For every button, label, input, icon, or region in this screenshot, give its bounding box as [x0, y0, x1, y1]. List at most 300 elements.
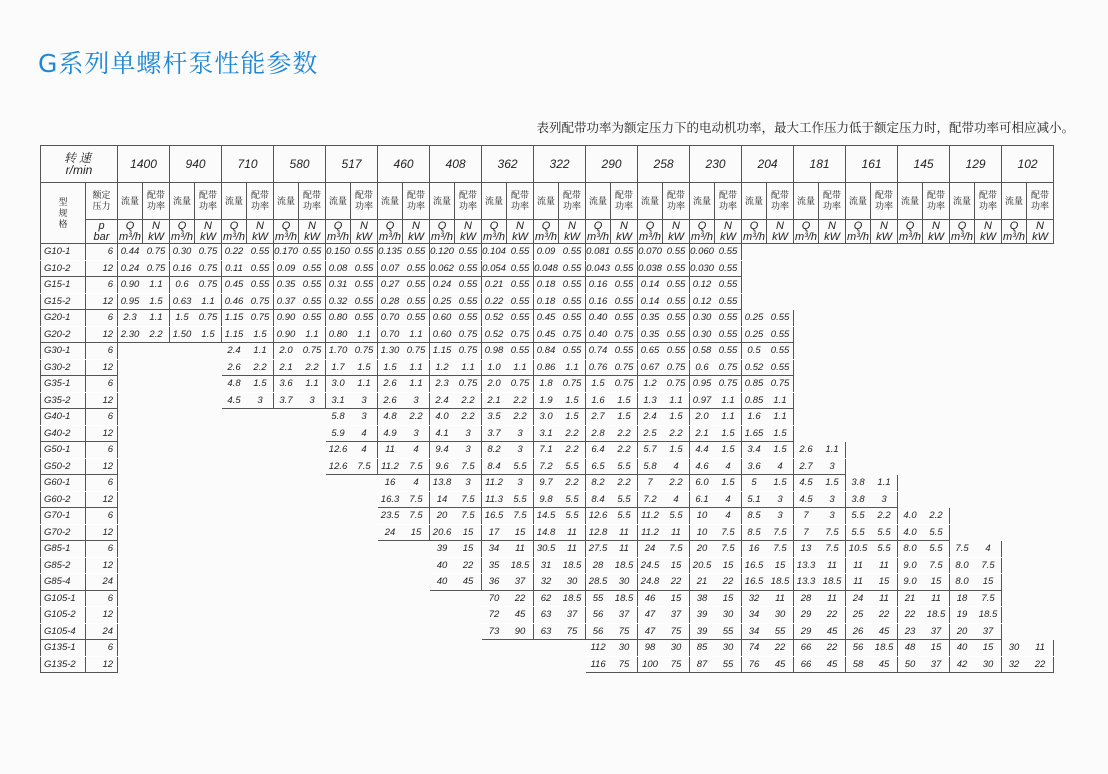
pressure-unit: p bar	[86, 220, 118, 244]
empty-cell	[299, 590, 326, 607]
empty-cell	[846, 442, 871, 459]
flow-cell: 2.5	[638, 425, 663, 442]
table-row	[41, 590, 1054, 607]
power-unit: N kW	[455, 220, 482, 244]
empty-cell	[975, 343, 1002, 360]
empty-cell	[871, 359, 898, 376]
flow-cell: 3.7	[274, 392, 299, 409]
flow-unit: Q m³/h	[899, 219, 922, 243]
flow-cell: 2.6	[378, 392, 403, 409]
flow-cell: 12.6	[326, 458, 351, 475]
power-cell: 0.75	[507, 326, 534, 343]
speed-header: 1400	[118, 146, 170, 183]
flow-cell: 1.15	[430, 343, 455, 360]
flow-cell: 2.0	[274, 343, 299, 360]
flow-cell: 1.65	[742, 425, 767, 442]
table-row	[41, 277, 1054, 294]
empty-cell	[950, 277, 975, 294]
empty-cell	[794, 343, 819, 360]
flow-cell: 21	[690, 574, 715, 591]
empty-cell	[403, 640, 430, 657]
flow-cell: 0.95	[118, 293, 143, 310]
power-cell: 7.5	[975, 590, 1002, 607]
flow-cell: 8.2	[586, 475, 611, 492]
speed-header: 258	[638, 146, 690, 183]
flow-cell: 46	[638, 590, 663, 607]
flow-cell: 8.0	[898, 541, 923, 558]
empty-cell	[1002, 260, 1027, 277]
flow-cell: 0.90	[274, 310, 299, 327]
flow-unit: Q m³/h	[483, 219, 506, 243]
flow-cell: 66	[794, 640, 819, 657]
power-cell: 22	[507, 590, 534, 607]
power-cell: 0.55	[247, 244, 274, 261]
flow-cell: 2.8	[586, 425, 611, 442]
empty-cell	[170, 475, 195, 492]
flow-header: 流量	[482, 183, 507, 220]
flow-header: 流量	[118, 183, 143, 220]
flow-cell: 6.1	[690, 491, 715, 508]
power-cell: 30	[715, 607, 742, 624]
power-header: 配带 功率	[923, 183, 950, 220]
empty-cell	[871, 310, 898, 327]
flow-cell: 58	[846, 656, 871, 673]
power-cell: 0.75	[195, 310, 222, 327]
empty-cell	[794, 376, 819, 393]
flow-cell: 0.35	[638, 326, 663, 343]
empty-cell	[871, 392, 898, 409]
empty-cell	[559, 640, 586, 657]
power-cell: 45	[455, 574, 482, 591]
flow-cell: 0.60	[430, 310, 455, 327]
power-cell: 15	[715, 590, 742, 607]
empty-cell	[482, 656, 507, 673]
empty-cell	[143, 508, 170, 525]
empty-cell	[950, 425, 975, 442]
empty-cell	[1002, 590, 1027, 607]
power-cell: 22	[715, 574, 742, 591]
flow-cell: 0.44	[118, 244, 143, 261]
power-cell: 0.55	[715, 326, 742, 343]
speed-header: 408	[430, 146, 482, 183]
empty-cell	[1027, 590, 1054, 607]
flow-cell: 0.45	[534, 310, 559, 327]
empty-cell	[1002, 574, 1027, 591]
empty-cell	[559, 656, 586, 673]
power-cell: 0.55	[455, 244, 482, 261]
empty-cell	[222, 557, 247, 574]
power-cell: 90	[507, 623, 534, 640]
empty-cell	[1027, 557, 1054, 574]
power-cell: 1.1	[403, 376, 430, 393]
empty-cell	[143, 640, 170, 657]
pressure-cell: 12	[86, 557, 118, 574]
power-cell: 5.5	[507, 491, 534, 508]
flow-cell: 12.8	[586, 524, 611, 541]
power-cell: 0.55	[715, 293, 742, 310]
flow-cell: 2.1	[274, 359, 299, 376]
power-cell: 1.5	[819, 475, 846, 492]
flow-cell: 11.2	[638, 508, 663, 525]
flow-cell: 0.70	[378, 310, 403, 327]
speed-header: 517	[326, 146, 378, 183]
model-cell: G60-2	[41, 491, 86, 508]
power-cell: 0.75	[507, 376, 534, 393]
power-cell: 2.2	[559, 475, 586, 492]
empty-cell	[1002, 376, 1027, 393]
flow-cell: 0.63	[170, 293, 195, 310]
empty-cell	[898, 425, 923, 442]
power-cell: 0.55	[559, 343, 586, 360]
empty-cell	[482, 640, 507, 657]
empty-cell	[247, 541, 274, 558]
power-header: 配带 功率	[403, 183, 430, 220]
empty-cell	[299, 607, 326, 624]
empty-cell	[1002, 475, 1027, 492]
flow-cell: 16	[378, 475, 403, 492]
performance-table	[40, 145, 1054, 673]
power-cell: 1.1	[299, 376, 326, 393]
empty-cell	[222, 656, 247, 673]
table-row	[41, 656, 1054, 673]
empty-cell	[118, 623, 143, 640]
flow-cell: 16.3	[378, 491, 403, 508]
empty-cell	[195, 491, 222, 508]
flow-cell: 13.3	[794, 574, 819, 591]
power-cell: 30	[715, 640, 742, 657]
empty-cell	[871, 458, 898, 475]
empty-cell	[846, 409, 871, 426]
flow-cell: 1.2	[430, 359, 455, 376]
power-cell: 11	[767, 590, 794, 607]
flow-unit: Q m³/h	[379, 219, 402, 243]
power-cell: 7.5	[715, 524, 742, 541]
flow-cell: 2.7	[794, 458, 819, 475]
power-cell: 0.55	[351, 310, 378, 327]
empty-cell	[170, 656, 195, 673]
empty-cell	[898, 326, 923, 343]
empty-cell	[1027, 541, 1054, 558]
flow-cell: 0.104	[482, 244, 507, 261]
power-cell: 15	[403, 524, 430, 541]
flow-header: 流量	[534, 183, 559, 220]
empty-cell	[898, 260, 923, 277]
power-cell: 0.55	[507, 293, 534, 310]
flow-cell: 0.24	[430, 277, 455, 294]
empty-cell	[195, 541, 222, 558]
empty-cell	[195, 442, 222, 459]
power-unit: N kW	[559, 220, 586, 244]
pressure-cell: 12	[86, 260, 118, 277]
flow-cell: 0.21	[482, 277, 507, 294]
power-cell: 11	[507, 541, 534, 558]
power-cell: 0.55	[455, 310, 482, 327]
empty-cell	[222, 508, 247, 525]
power-cell: 3	[507, 442, 534, 459]
flow-cell: 0.09	[534, 244, 559, 261]
empty-cell	[1002, 293, 1027, 310]
power-cell: 1.5	[351, 359, 378, 376]
power-header: 配带 功率	[611, 183, 638, 220]
empty-cell	[819, 293, 846, 310]
flow-cell: 4.5	[794, 475, 819, 492]
flow-header: 流量	[1002, 183, 1027, 220]
empty-cell	[403, 590, 430, 607]
empty-cell	[195, 458, 222, 475]
power-cell: 22	[819, 607, 846, 624]
empty-cell	[534, 640, 559, 657]
flow-cell: 48	[898, 640, 923, 657]
empty-cell	[846, 326, 871, 343]
power-cell: 22	[767, 640, 794, 657]
empty-cell	[1027, 508, 1054, 525]
empty-cell	[222, 623, 247, 640]
empty-cell	[222, 425, 247, 442]
flow-cell: 30	[1002, 640, 1027, 657]
flow-cell: 0.150	[326, 244, 351, 261]
empty-cell	[274, 409, 299, 426]
power-cell: 0.55	[559, 310, 586, 327]
flow-cell: 2.6	[222, 359, 247, 376]
flow-cell: 4.1	[430, 425, 455, 442]
pressure-cell: 6	[86, 508, 118, 525]
empty-cell	[923, 310, 950, 327]
flow-cell: 4.8	[378, 409, 403, 426]
pressure-cell: 6	[86, 640, 118, 657]
flow-cell: 24	[638, 541, 663, 558]
flow-cell: 2.7	[586, 409, 611, 426]
power-cell: 1.1	[559, 359, 586, 376]
flow-cell: 40	[430, 574, 455, 591]
empty-cell	[170, 557, 195, 574]
flow-cell: 11.2	[482, 475, 507, 492]
flow-cell: 8.4	[482, 458, 507, 475]
table-row	[41, 607, 1054, 624]
power-cell: 1.5	[611, 409, 638, 426]
empty-cell	[274, 590, 299, 607]
power-cell: 0.55	[403, 277, 430, 294]
empty-cell	[1002, 244, 1027, 261]
power-unit: N kW	[143, 220, 170, 244]
empty-cell	[299, 508, 326, 525]
empty-cell	[143, 409, 170, 426]
flow-cell: 42	[950, 656, 975, 673]
empty-cell	[326, 640, 351, 657]
empty-cell	[118, 392, 143, 409]
empty-cell	[1027, 293, 1054, 310]
power-unit: N kW	[403, 220, 430, 244]
empty-cell	[871, 244, 898, 261]
empty-cell	[118, 656, 143, 673]
empty-cell	[846, 277, 871, 294]
model-cell: G105-4	[41, 623, 86, 640]
empty-cell	[326, 607, 351, 624]
flow-unit: Q m³/h	[431, 219, 454, 243]
power-cell: 4	[663, 458, 690, 475]
empty-cell	[950, 359, 975, 376]
empty-cell	[403, 623, 430, 640]
pressure-cell: 6	[86, 310, 118, 327]
empty-cell	[326, 541, 351, 558]
power-cell: 45	[819, 623, 846, 640]
model-cell: G10-2	[41, 260, 86, 277]
empty-cell	[326, 574, 351, 591]
flow-cell: 2.4	[430, 392, 455, 409]
empty-cell	[378, 541, 403, 558]
table-row	[41, 475, 1054, 492]
power-unit: N kW	[871, 220, 898, 244]
power-cell: 37	[663, 607, 690, 624]
empty-cell	[923, 260, 950, 277]
empty-cell	[950, 524, 975, 541]
power-cell: 22	[663, 574, 690, 591]
empty-cell	[222, 640, 247, 657]
power-cell: 0.75	[559, 376, 586, 393]
pressure-cell: 12	[86, 656, 118, 673]
flow-cell: 11.2	[638, 524, 663, 541]
flow-cell: 8.0	[950, 557, 975, 574]
flow-header: 流量	[690, 183, 715, 220]
table-row	[41, 260, 1054, 277]
flow-cell: 27.5	[586, 541, 611, 558]
power-cell: 1.5	[559, 392, 586, 409]
empty-cell	[118, 458, 143, 475]
power-cell: 75	[611, 623, 638, 640]
flow-cell: 1.3	[638, 392, 663, 409]
flow-header: 流量	[742, 183, 767, 220]
flow-cell: 39	[690, 607, 715, 624]
power-cell: 2.2	[247, 359, 274, 376]
speed-header: 362	[482, 146, 534, 183]
empty-cell	[1027, 244, 1054, 261]
power-cell: 30	[611, 574, 638, 591]
power-cell: 15	[455, 541, 482, 558]
flow-cell: 2.0	[482, 376, 507, 393]
empty-cell	[195, 475, 222, 492]
flow-cell: 3.8	[846, 475, 871, 492]
table-row	[41, 343, 1054, 360]
power-cell: 5.5	[923, 524, 950, 541]
power-cell: 3	[819, 458, 846, 475]
flow-unit: Q m³/h	[327, 219, 350, 243]
empty-cell	[247, 524, 274, 541]
empty-cell	[118, 442, 143, 459]
speed-header-label	[41, 146, 118, 183]
empty-cell	[351, 508, 378, 525]
table-row	[41, 574, 1054, 591]
power-cell: 75	[611, 656, 638, 673]
flow-cell: 13	[794, 541, 819, 558]
model-cell: G15-1	[41, 277, 86, 294]
power-cell: 2.2	[559, 425, 586, 442]
flow-cell: 0.12	[690, 277, 715, 294]
speed-header: 322	[534, 146, 586, 183]
flow-cell: 25	[846, 607, 871, 624]
power-cell: 5.5	[871, 524, 898, 541]
empty-cell	[222, 590, 247, 607]
flow-cell: 20.5	[690, 557, 715, 574]
empty-cell	[247, 640, 274, 657]
flow-cell: 3.6	[742, 458, 767, 475]
empty-cell	[1002, 425, 1027, 442]
flow-cell: 0.90	[118, 277, 143, 294]
power-unit: N kW	[975, 220, 1002, 244]
flow-cell: 0.32	[326, 293, 351, 310]
flow-cell: 4.0	[430, 409, 455, 426]
empty-cell	[871, 376, 898, 393]
power-cell: 0.55	[507, 310, 534, 327]
power-cell: 4	[351, 442, 378, 459]
power-cell: 0.75	[663, 376, 690, 393]
empty-cell	[170, 442, 195, 459]
power-cell: 3	[507, 475, 534, 492]
empty-cell	[143, 656, 170, 673]
flow-unit: Q m³/h	[1003, 219, 1026, 243]
power-cell: 18.5	[559, 590, 586, 607]
power-cell: 1.5	[715, 442, 742, 459]
flow-cell: 13.8	[430, 475, 455, 492]
flow-cell: 23	[898, 623, 923, 640]
power-cell: 37	[559, 607, 586, 624]
flow-cell: 0.46	[222, 293, 247, 310]
empty-cell	[1027, 326, 1054, 343]
empty-cell	[403, 557, 430, 574]
power-cell: 7.5	[923, 557, 950, 574]
flow-cell: 87	[690, 656, 715, 673]
empty-cell	[274, 458, 299, 475]
flow-cell: 2.1	[482, 392, 507, 409]
pressure-cell: 6	[86, 277, 118, 294]
empty-cell	[247, 508, 274, 525]
flow-cell: 0.98	[482, 343, 507, 360]
power-cell: 2.2	[611, 442, 638, 459]
empty-cell	[950, 442, 975, 459]
empty-cell	[430, 640, 455, 657]
empty-cell	[118, 557, 143, 574]
flow-header: 流量	[898, 183, 923, 220]
power-cell: 1.1	[715, 409, 742, 426]
flow-cell: 1.50	[170, 326, 195, 343]
power-cell: 7.5	[403, 458, 430, 475]
empty-cell	[170, 343, 195, 360]
power-cell: 2.2	[923, 508, 950, 525]
flow-unit: Q m³/h	[275, 219, 298, 243]
model-cell: G85-2	[41, 557, 86, 574]
empty-cell	[143, 343, 170, 360]
empty-cell	[274, 541, 299, 558]
empty-cell	[898, 376, 923, 393]
flow-cell: 11	[846, 557, 871, 574]
empty-cell	[351, 541, 378, 558]
empty-cell	[170, 425, 195, 442]
power-cell: 7.5	[507, 508, 534, 525]
power-cell: 0.75	[195, 260, 222, 277]
flow-cell: 9.4	[430, 442, 455, 459]
flow-cell: 7	[638, 475, 663, 492]
empty-cell	[430, 656, 455, 673]
speed-header: 230	[690, 146, 742, 183]
speed-header: 181	[794, 146, 846, 183]
power-cell: 15	[975, 574, 1002, 591]
flow-cell: 0.80	[326, 326, 351, 343]
flow-cell: 36	[482, 574, 507, 591]
power-cell: 0.55	[559, 260, 586, 277]
empty-cell	[118, 425, 143, 442]
power-cell: 0.55	[663, 260, 690, 277]
empty-cell	[819, 244, 846, 261]
power-cell: 0.55	[611, 343, 638, 360]
flow-cell: 3.1	[326, 392, 351, 409]
